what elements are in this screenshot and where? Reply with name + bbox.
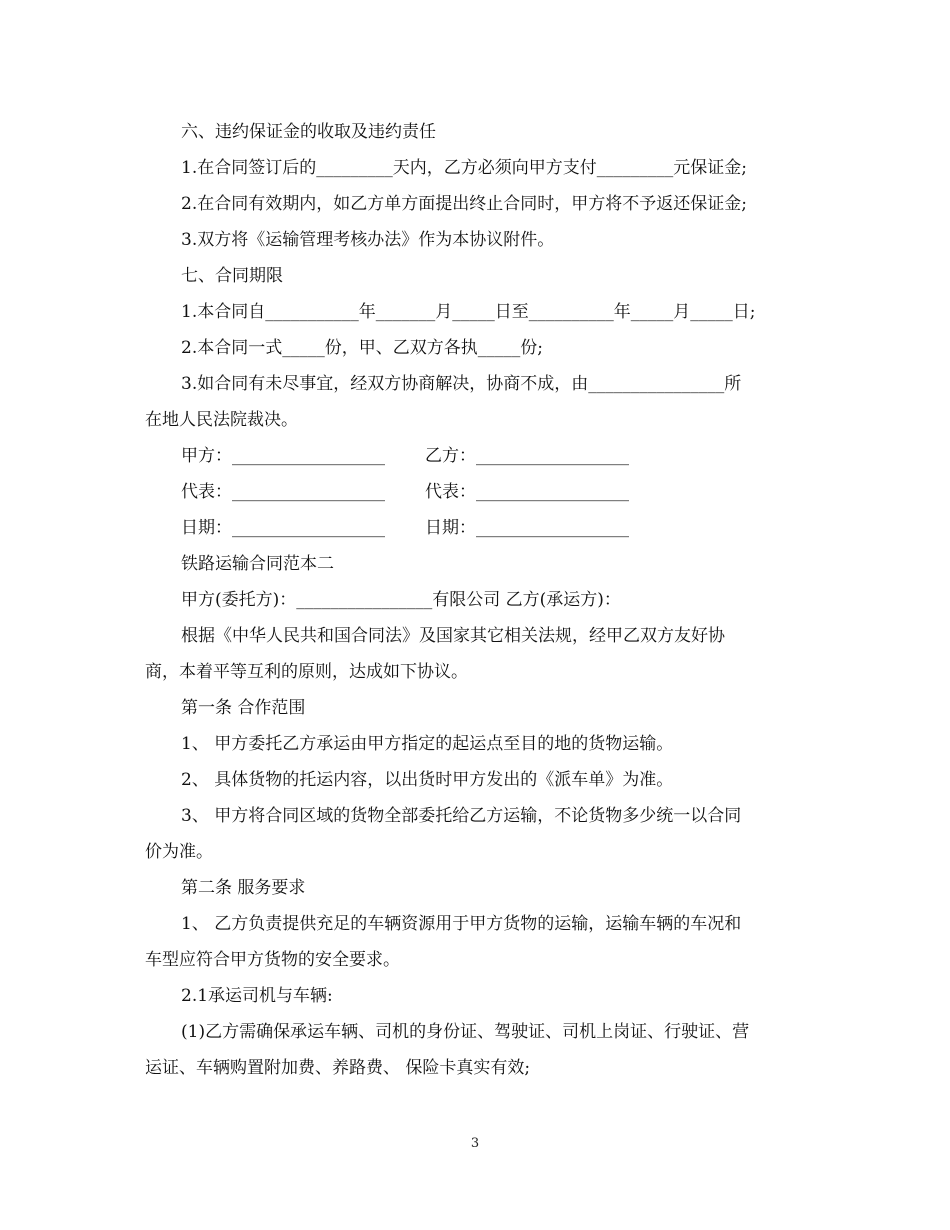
party-b-signature: 乙方：__________________ [425,446,629,466]
clause-7-1: 1.本合同自___________年_______月_____日至__________年_____月_____日; [181,302,756,322]
signature-row-party [145,438,810,474]
article-2-heading: 第二条 服务要求 [181,878,306,898]
clause-7-2: 2.本合同一式_____份，甲、乙双方各执_____份; [181,338,543,358]
page-number: 3 [470,1136,480,1151]
article-2-item-1: 1、 乙方负责提供充足的车辆资源用于甲方货物的运输，运输车辆的车况和 [181,914,742,934]
preamble-line-1: 根据《中华人民共和国合同法》及国家其它相关法规，经甲乙双方友好协 [181,626,725,646]
preamble-line-2: 商，本着平等互利的原则，达成如下协议。 [145,662,468,682]
party-b-representative: 代表：__________________ [425,482,629,502]
clause-6-3: 3.双方将《运输管理考核办法》作为本协议附件。 [181,230,555,250]
section-heading-6: 六、违约保证金的收取及违约责任 [181,122,436,142]
party-a-representative: 代表：__________________ [181,482,385,502]
signature-row-representative [145,474,810,510]
article-2-sub-2-1: 2.1承运司机与车辆: [181,986,333,1006]
article-2-sub-item-1-continued: 运证、车辆购置附加费、养路费、 保险卡真实有效; [145,1058,531,1078]
article-1-item-1: 1、 甲方委托乙方承运由甲方指定的起运点至目的地的货物运输。 [181,734,674,754]
party-a-date: 日期：__________________ [181,518,385,538]
parties-line: 甲方(委托方)：________________有限公司 乙方(承运方)： [181,590,621,610]
party-b-date: 日期：__________________ [425,518,629,538]
signature-row-date [145,510,810,546]
article-1-heading: 第一条 合作范围 [181,698,306,718]
section-heading-7: 七、合同期限 [181,266,283,286]
clause-7-3-continued: 在地人民法院裁决。 [145,410,298,430]
document-body [145,114,810,1086]
contract-title-2: 铁路运输合同范本二 [181,554,334,574]
article-2-sub-item-1: (1)乙方需确保承运车辆、司机的身份证、驾驶证、司机上岗证、行驶证、营 [181,1022,750,1042]
clause-6-2: 2.在合同有效期内，如乙方单方面提出终止合同时，甲方将不予返还保证金; [181,194,747,214]
article-1-item-3: 3、 甲方将合同区域的货物全部委托给乙方运输，不论货物多少统一以合同 [181,806,742,826]
article-1-item-2: 2、 具体货物的托运内容，以出货时甲方发出的《派车单》为准。 [181,770,674,790]
clause-7-3: 3.如合同有未尽事宜，经双方协商解决，协商不成，由________________所 [181,374,742,394]
article-1-item-3-continued: 价为准。 [145,842,213,862]
article-2-item-1-continued: 车型应符合甲方货物的安全要求。 [145,950,400,970]
party-a-signature: 甲方：__________________ [181,446,385,466]
clause-6-1: 1.在合同签订后的_________天内，乙方必须向甲方支付_________元保证金; [181,158,747,178]
